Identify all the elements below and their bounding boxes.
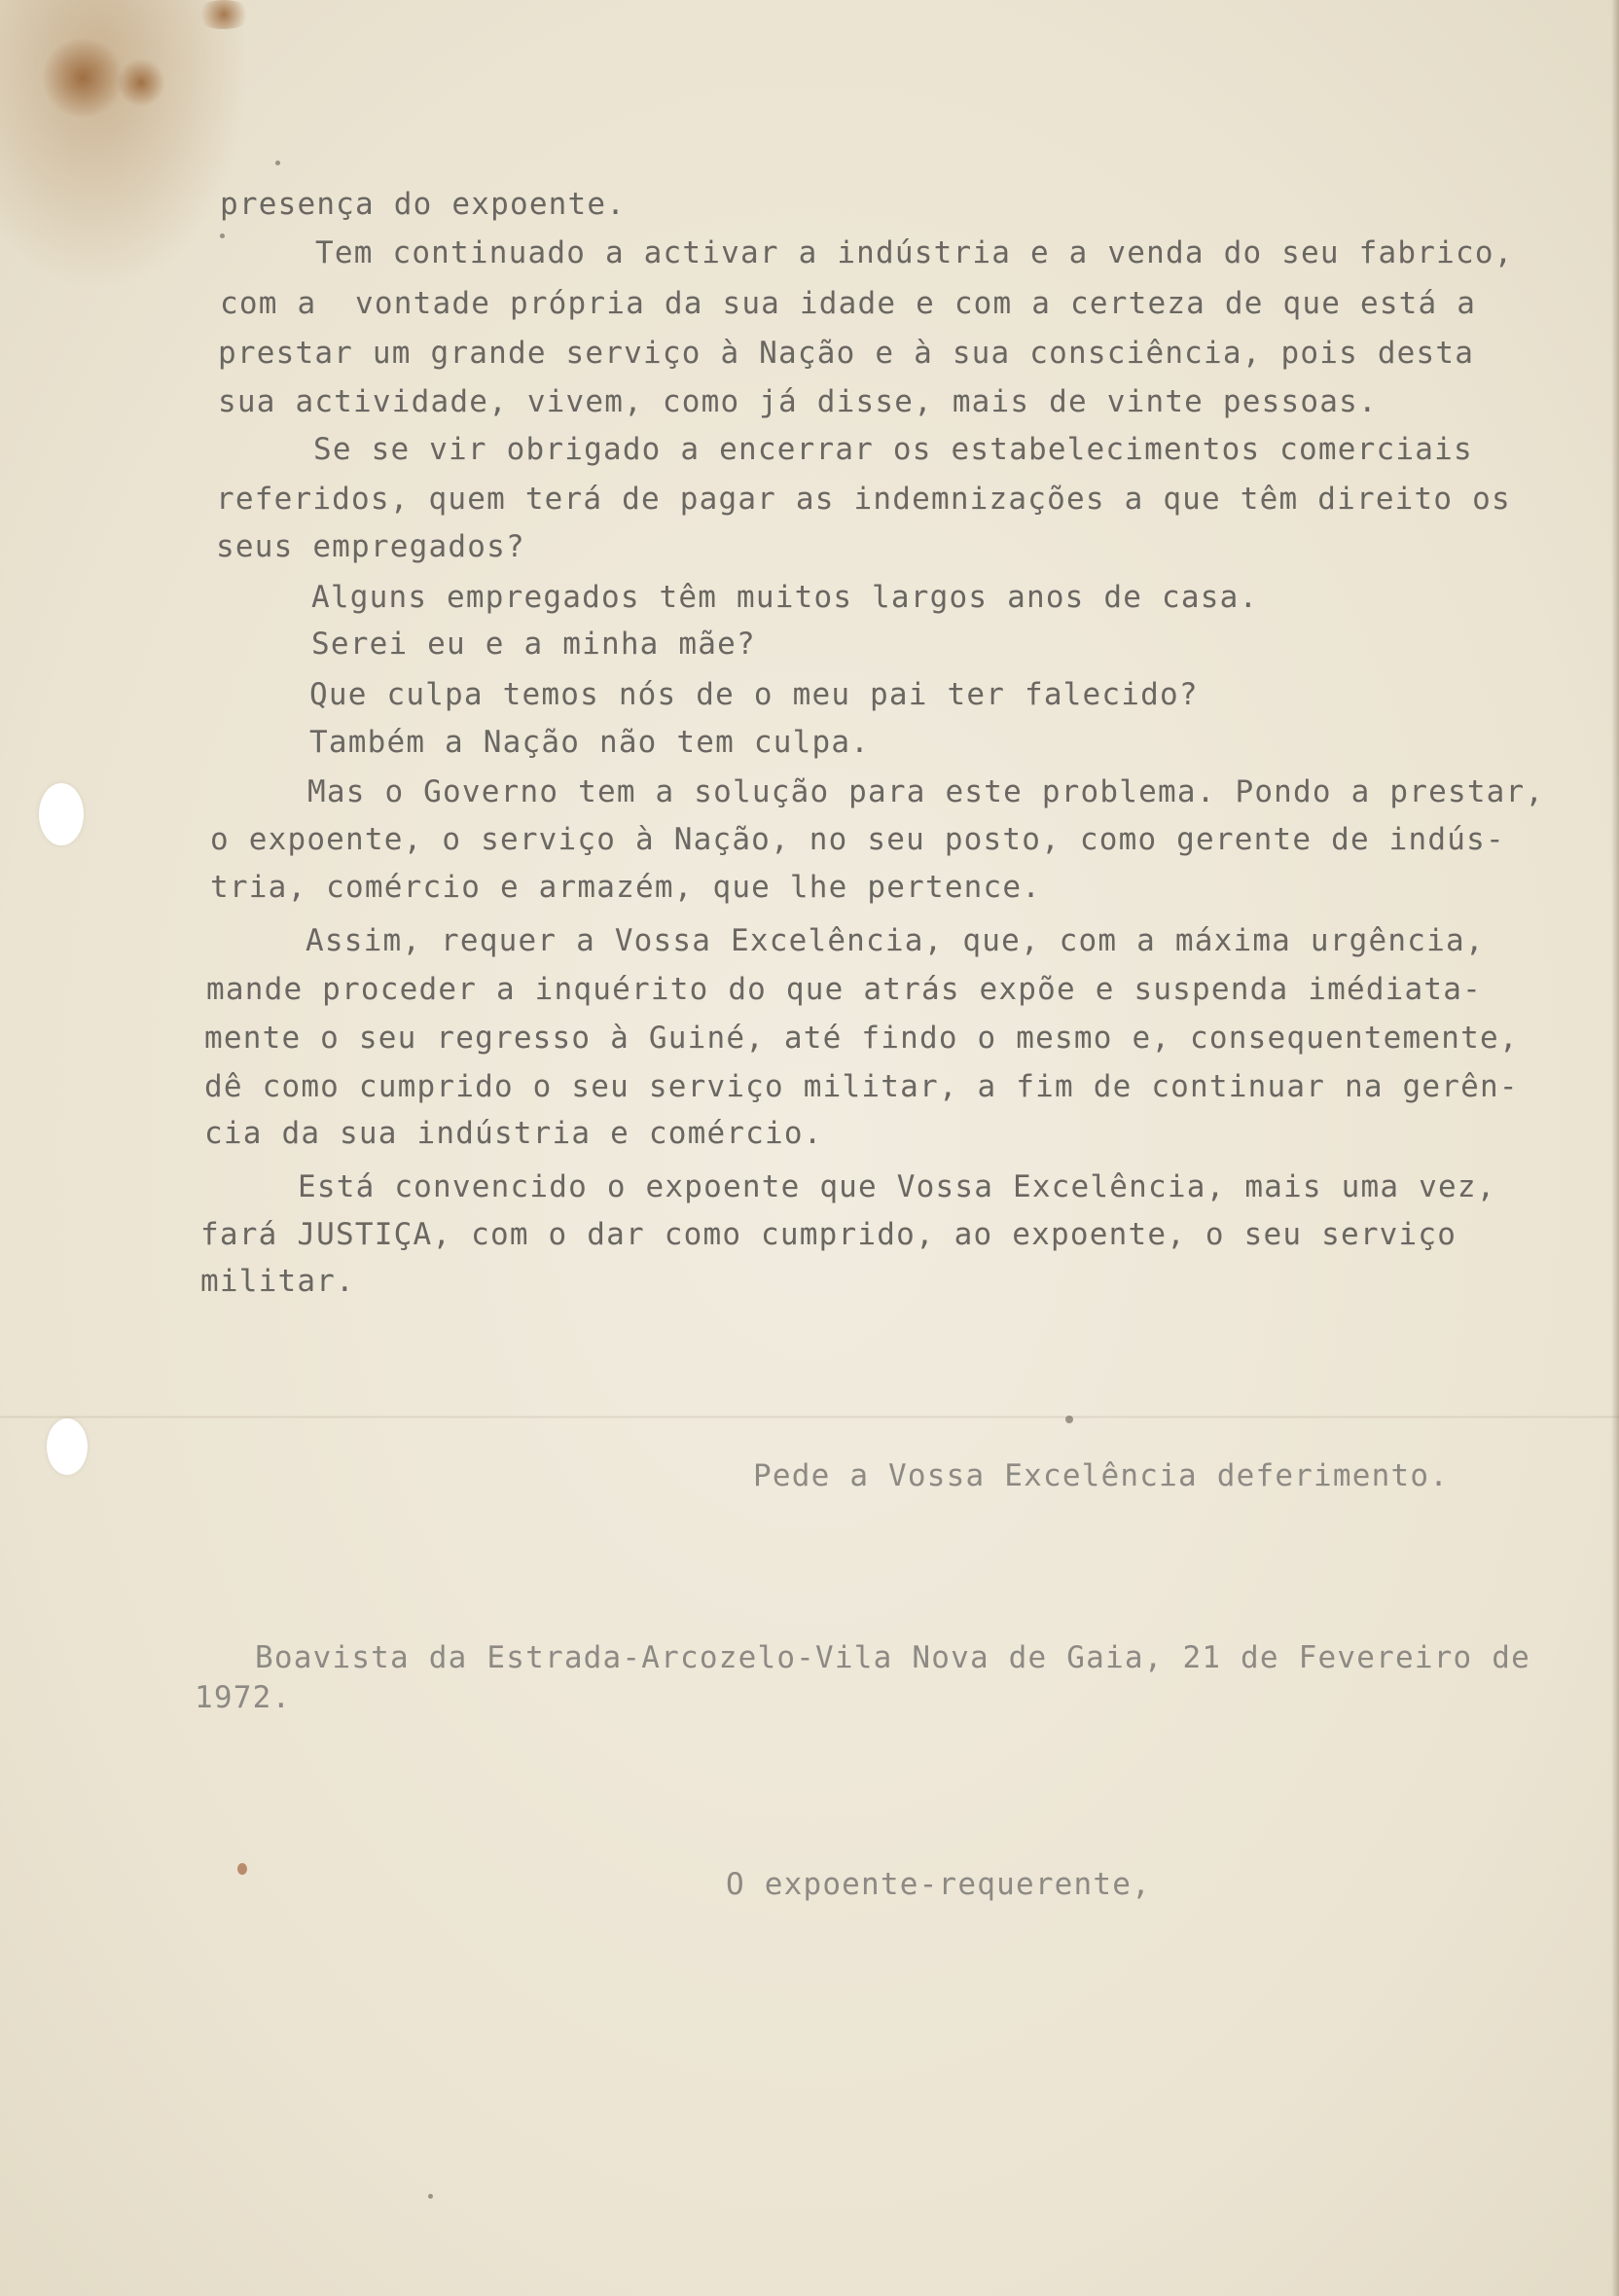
text-line: referidos, quem terá de pagar as indemnizações a que têm direito os [216,482,1511,517]
text-line: Assim, requer a Vossa Excelência, que, com a máxima urgência, [306,923,1485,958]
text-line: Está convencido o expoente que Vossa Excelência, mais uma vez, [298,1169,1496,1204]
rust-stain [195,0,253,29]
ink-speck [237,1863,247,1875]
ink-speck [275,161,280,165]
closing-request: Pede a Vossa Excelência deferimento. [753,1458,1450,1493]
text-line: prestar um grande serviço à Nação e à sua consciência, pois desta [218,336,1475,371]
text-line: seus empregados? [216,529,525,564]
text-line: mente o seu regresso à Guiné, até findo o mesmo e, consequentemente, [204,1021,1519,1056]
text-line: Tem continuado a activar a indústria e a venda do seu fabrico, [315,235,1514,270]
place-date-year: 1972. [195,1680,292,1715]
paper-fold [0,1416,1619,1418]
punch-hole [39,783,84,845]
text-line: mande proceder a inquérito do que atrás expõe e suspenda imédiata- [206,972,1482,1007]
text-line: Também a Nação não tem culpa. [309,725,871,760]
place-date-line: Boavista da Estrada-Arcozelo-Vila Nova de Gaia, 21 de Fevereiro de [255,1640,1530,1675]
text-line: cia da sua indústria e comércio. [204,1116,823,1151]
text-line: sua actividade, vivem, como já disse, mais de vinte pessoas. [218,384,1378,419]
ink-speck [428,2194,433,2199]
rust-stain [39,39,126,117]
text-line: militar. [200,1264,355,1299]
text-line: Mas o Governo tem a solução para este problema. Pondo a prestar, [307,774,1545,809]
rust-stain [117,58,165,107]
ink-speck [220,233,225,238]
text-line: tria, comércio e armazém, que lhe pertence. [210,870,1042,905]
text-line: o expoente, o serviço à Nação, no seu posto, como gerente de indús- [210,822,1505,857]
text-line: Alguns empregados têm muitos largos anos de casa. [311,580,1259,615]
text-line: com a vontade própria da sua idade e com a certeza de que está a [220,286,1477,321]
text-line: Que culpa temos nós de o meu pai ter falecido? [309,677,1199,712]
text-line: dê como cumprido o seu serviço militar, a fim de continuar na gerên- [204,1069,1519,1104]
paper-edge [1611,0,1619,2296]
text-line: presença do expoente. [220,187,627,222]
ink-speck [1065,1416,1073,1423]
punch-hole [47,1418,88,1475]
text-line: fará JUSTIÇA, com o dar como cumprido, ao expoente, o seu serviço [200,1217,1457,1252]
text-line: Serei eu e a minha mãe? [311,627,756,662]
signature-label: O expoente-requerente, [726,1867,1151,1902]
text-line: Se se vir obrigado a encerrar os estabelecimentos comerciais [313,432,1473,467]
